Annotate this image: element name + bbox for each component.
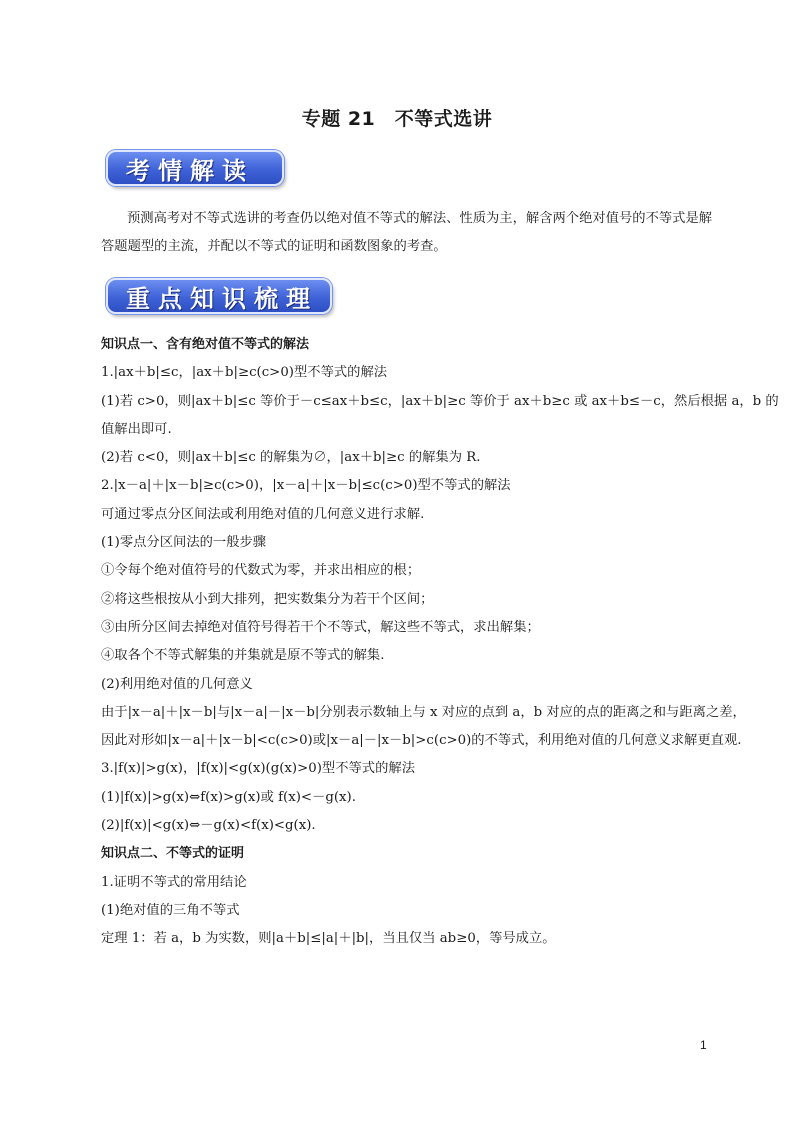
text-line: (2)利用绝对值的几何意义: [101, 676, 253, 692]
text-line: (1)若 c>0，则|ax＋b|≤c 等价于－c≤ax＋b≤c，|ax＋b|≥c 等价于 ax＋b≥c 或 ax＋b≤－c，然后根据 a，b 的: [101, 393, 779, 409]
intro-paragraph: 预测高考对不等式选讲的考查仍以绝对值不等式的解法、性质为主，解含两个绝对值号的不等式是解答题题型的主流，并配以不等式的证明和函数图象的考查。: [101, 211, 713, 254]
section-banner-exam-analysis: 考情解读: [106, 150, 284, 186]
text-line: ①令每个绝对值符号的代数式为零，并求出相应的根；: [101, 563, 421, 579]
text-line: 值解出即可.: [101, 421, 172, 437]
text-line: 1.证明不等式的常用结论: [101, 874, 247, 890]
text-line: ③由所分区间去掉绝对值符号得若干个不等式，解这些不等式，求出解集；: [101, 619, 540, 635]
text-line: 可通过零点分区间法或利用绝对值的几何意义进行求解.: [101, 506, 425, 522]
text-line: 1.|ax＋b|≤c，|ax＋b|≥c(c>0)型不等式的解法: [101, 365, 388, 381]
text-line: (1)|f(x)|>g(x)⇔f(x)>g(x)或 f(x)<－g(x).: [101, 789, 356, 805]
page-title: 专题 21 不等式选讲: [301, 108, 493, 130]
text-line: 3.|f(x)|>g(x)，|f(x)|<g(x)(g(x)>0)型不等式的解法: [101, 761, 415, 777]
text-line: 定理 1：若 a，b 为实数，则|a＋b|≤|a|＋|b|，当且仅当 ab≥0，等号成立。: [101, 931, 556, 947]
section-banner-key-points: 重点知识梳理: [106, 278, 332, 314]
content-lines: [101, 331, 779, 954]
heading-knowledge-point-1: 知识点一、含有绝对值不等式的解法: [101, 337, 310, 352]
text-line: 2.|x－a|＋|x－b|≥c(c>0)，|x－a|＋|x－b|≤c(c>0)型不等式的解法: [101, 478, 511, 494]
text-line: 由于|x－a|＋|x－b|与|x－a|－|x－b|分别表示数轴上与 x 对应的点到 a，b 对应的点的距离之和与距离之差，: [101, 704, 746, 720]
page-number: 1: [700, 1038, 707, 1052]
heading-knowledge-point-2: 知识点二、不等式的证明: [101, 846, 245, 862]
text-line: 因此对形如|x－a|＋|x－b|<c(c>0)或|x－a|－|x－b|>c(c>0)的不等式，利用绝对值的几何意义求解更直观.: [101, 733, 742, 749]
text-line: (1)零点分区间法的一般步骤: [101, 535, 267, 551]
text-line: (1)绝对值的三角不等式: [101, 902, 240, 918]
text-line: (2)若 c<0，则|ax＋b|≤c 的解集为∅，|ax＋b|≥c 的解集为 R.: [101, 450, 481, 466]
text-line: (2)|f(x)|<g(x)⇔－g(x)<f(x)<g(x).: [101, 818, 316, 834]
text-line: ④取各个不等式解集的并集就是原不等式的解集.: [101, 648, 385, 664]
text-line: ②将这些根按从小到大排列，把实数集分为若干个区间；: [101, 591, 434, 607]
